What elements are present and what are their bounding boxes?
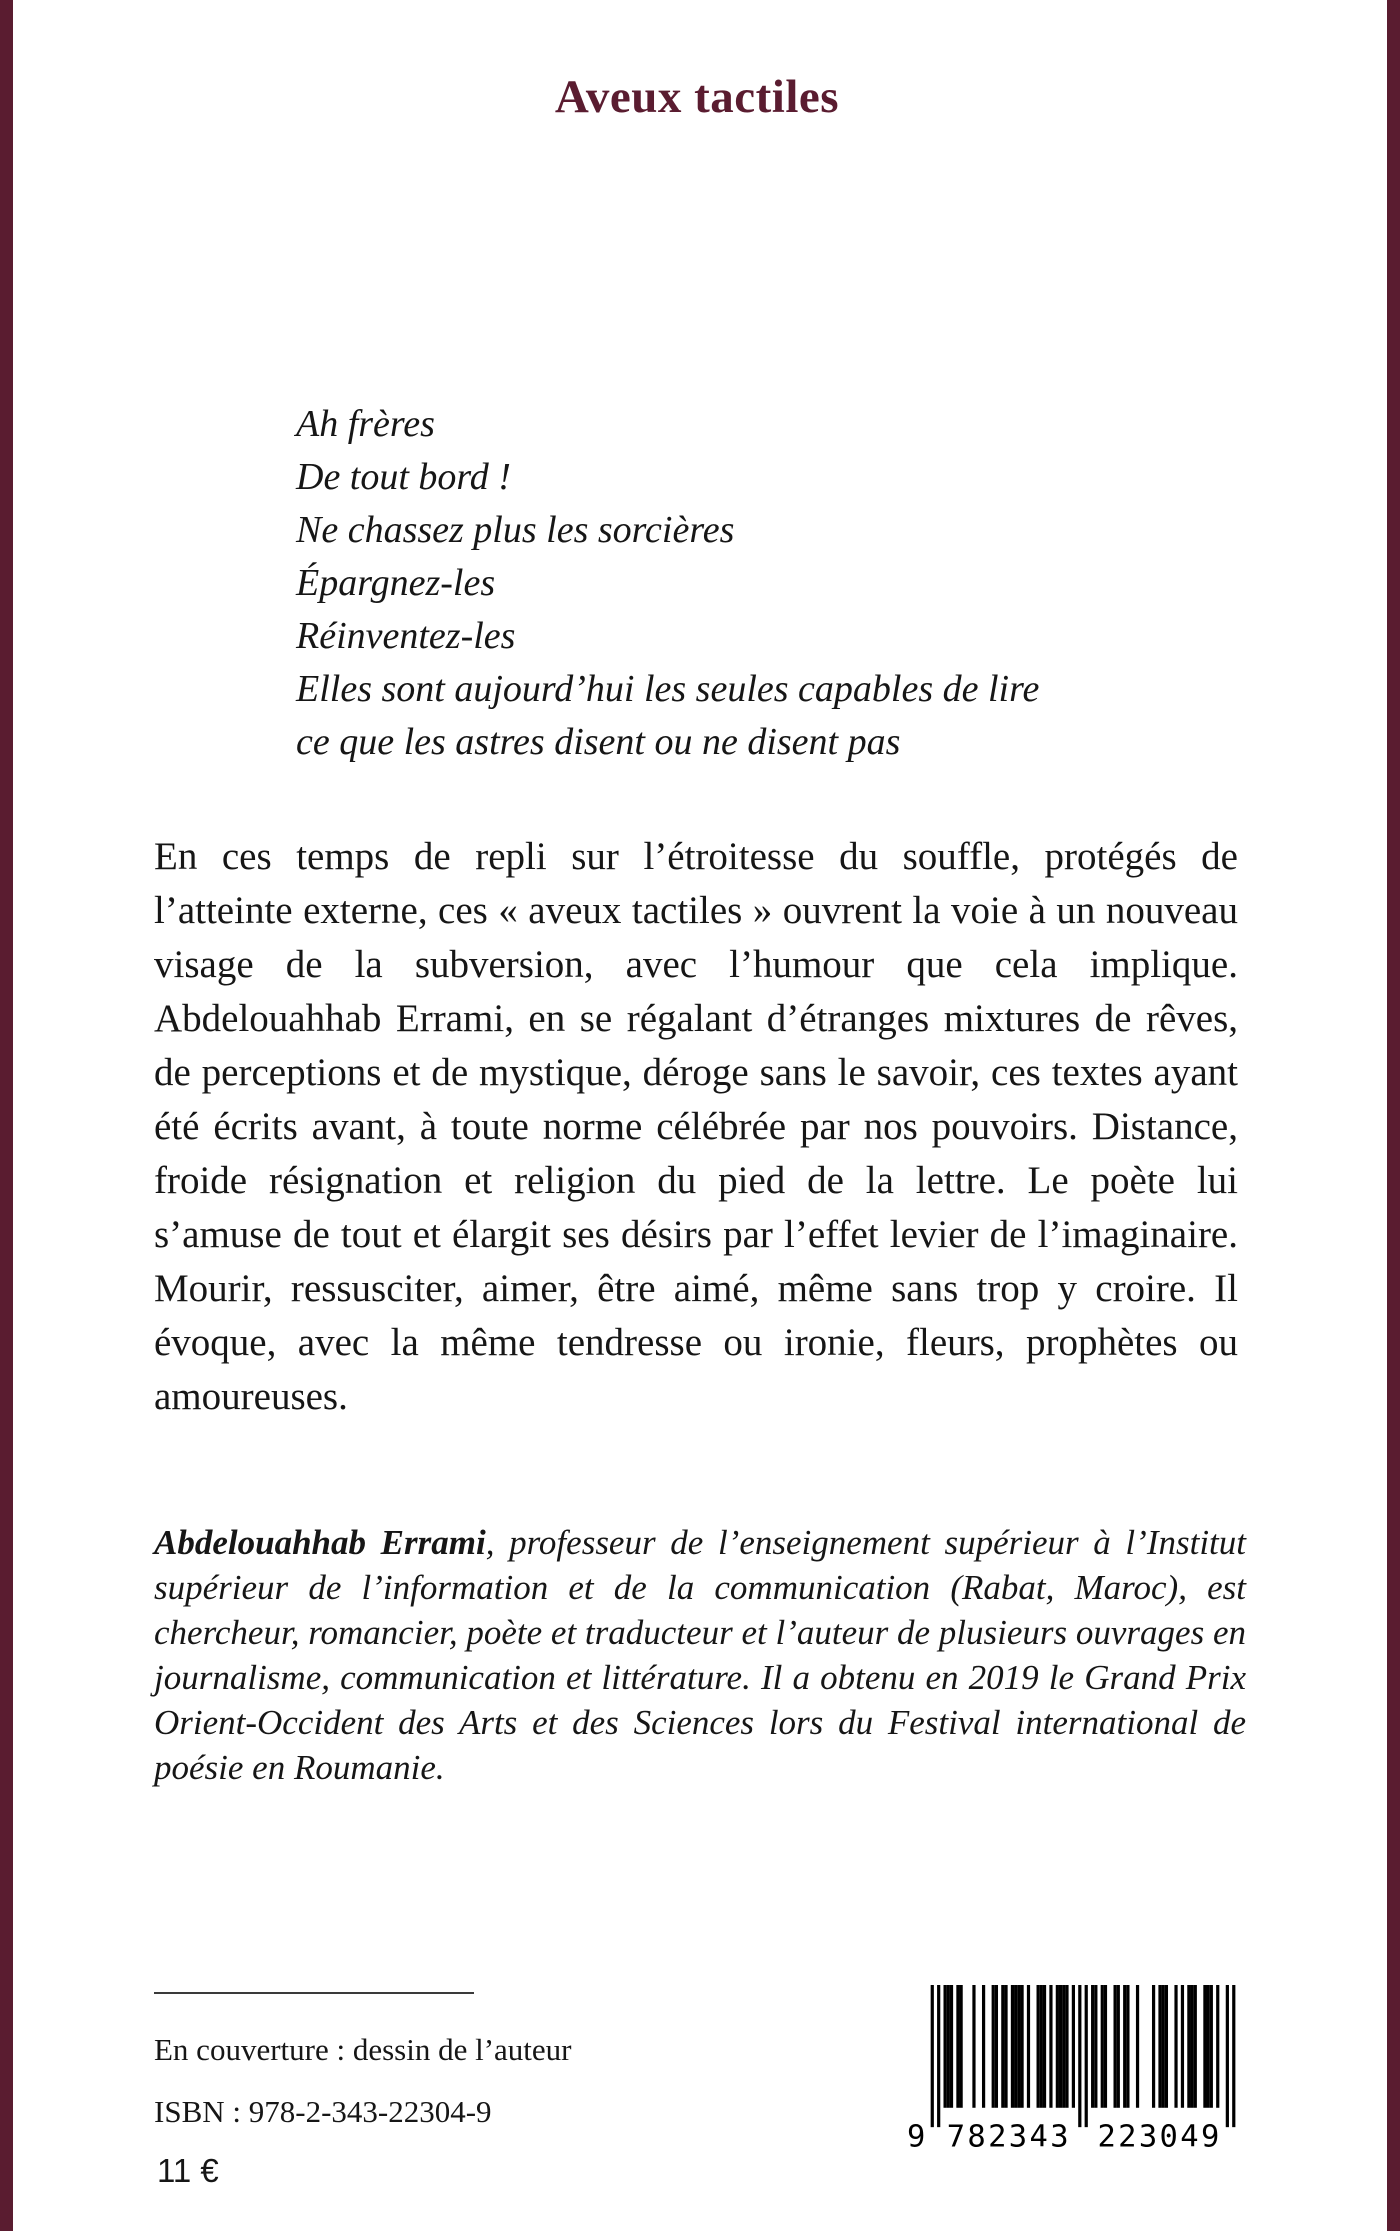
back-cover-blurb: En ces temps de repli sur l’étroitesse du souffle, protégés de l’atteinte externe, ces « aveux tactiles » ouvrent la voie à un nouveau visage de la subversion, avec l’humour que cela implique. Abdelouahhab Errami, en se régalant d’étranges mixtures de rêves, de perceptions et de mystique, déroge sans le savoir, ces textes ayant été écrits avant, à toute norme célébrée par nos pouvoirs. Distance, froide résignation et religion du pied de la lettre. Le poète lui s’amuse de tout et élargit ses désirs par l’effet levier de l’imaginaire. Mourir, ressusciter, aimer, être aimé, même sans trop y croire. Il évoque, avec la même tendresse ou ironie, fleurs, prophètes ou amoureuses. xyxy=(154,835,1238,1418)
barcode-bars xyxy=(905,1985,1245,2153)
poem-line: Ne chassez plus les sorcières xyxy=(296,509,735,551)
poem-line: Réinventez-les xyxy=(296,615,516,657)
ean13-barcode xyxy=(905,1985,1245,2153)
epigraph-poem xyxy=(296,398,1039,769)
isbn-text: ISBN : 978-2-343-22304-9 xyxy=(154,2094,492,2129)
poem-line: Ah frères xyxy=(296,403,435,445)
author-bio xyxy=(154,1520,1246,1790)
poem-line: Épargnez-les xyxy=(296,562,496,604)
book-title: Aveux tactiles xyxy=(554,71,840,123)
poem-line: Elles sont aujourd’hui les seules capables de lire xyxy=(296,668,1040,710)
left-edge-stripe xyxy=(0,0,13,2231)
price-text: 11 € xyxy=(157,2152,219,2189)
svg-text:223049: 223049 xyxy=(1097,2119,1220,2153)
poem-line: ce que les astres disent ou ne disent pas xyxy=(296,721,901,763)
svg-text:9: 9 xyxy=(907,2119,926,2153)
poem-line: De tout bord ! xyxy=(296,456,511,498)
cover-credit: En couverture : dessin de l’auteur xyxy=(154,2032,572,2067)
svg-text:782343: 782343 xyxy=(946,2119,1069,2153)
right-edge-stripe xyxy=(1387,0,1400,2231)
author-name: Abdelouahhab Errami xyxy=(154,1523,486,1562)
author-bio-text: , professeur de l’enseignement supérieur à l’Institut supérieur de l’information et de la communication (Rabat, Maroc), est chercheur, romancier, poète et traducteur et l’auteur de plusieurs ouvrages en journalisme, communication et littérature. Il a obtenu en 2019 le Grand Prix Orient-Occident des Arts et des Sciences lors du Festival international de poésie en Roumanie. xyxy=(154,1523,1246,1787)
footer-divider xyxy=(154,1992,474,1994)
